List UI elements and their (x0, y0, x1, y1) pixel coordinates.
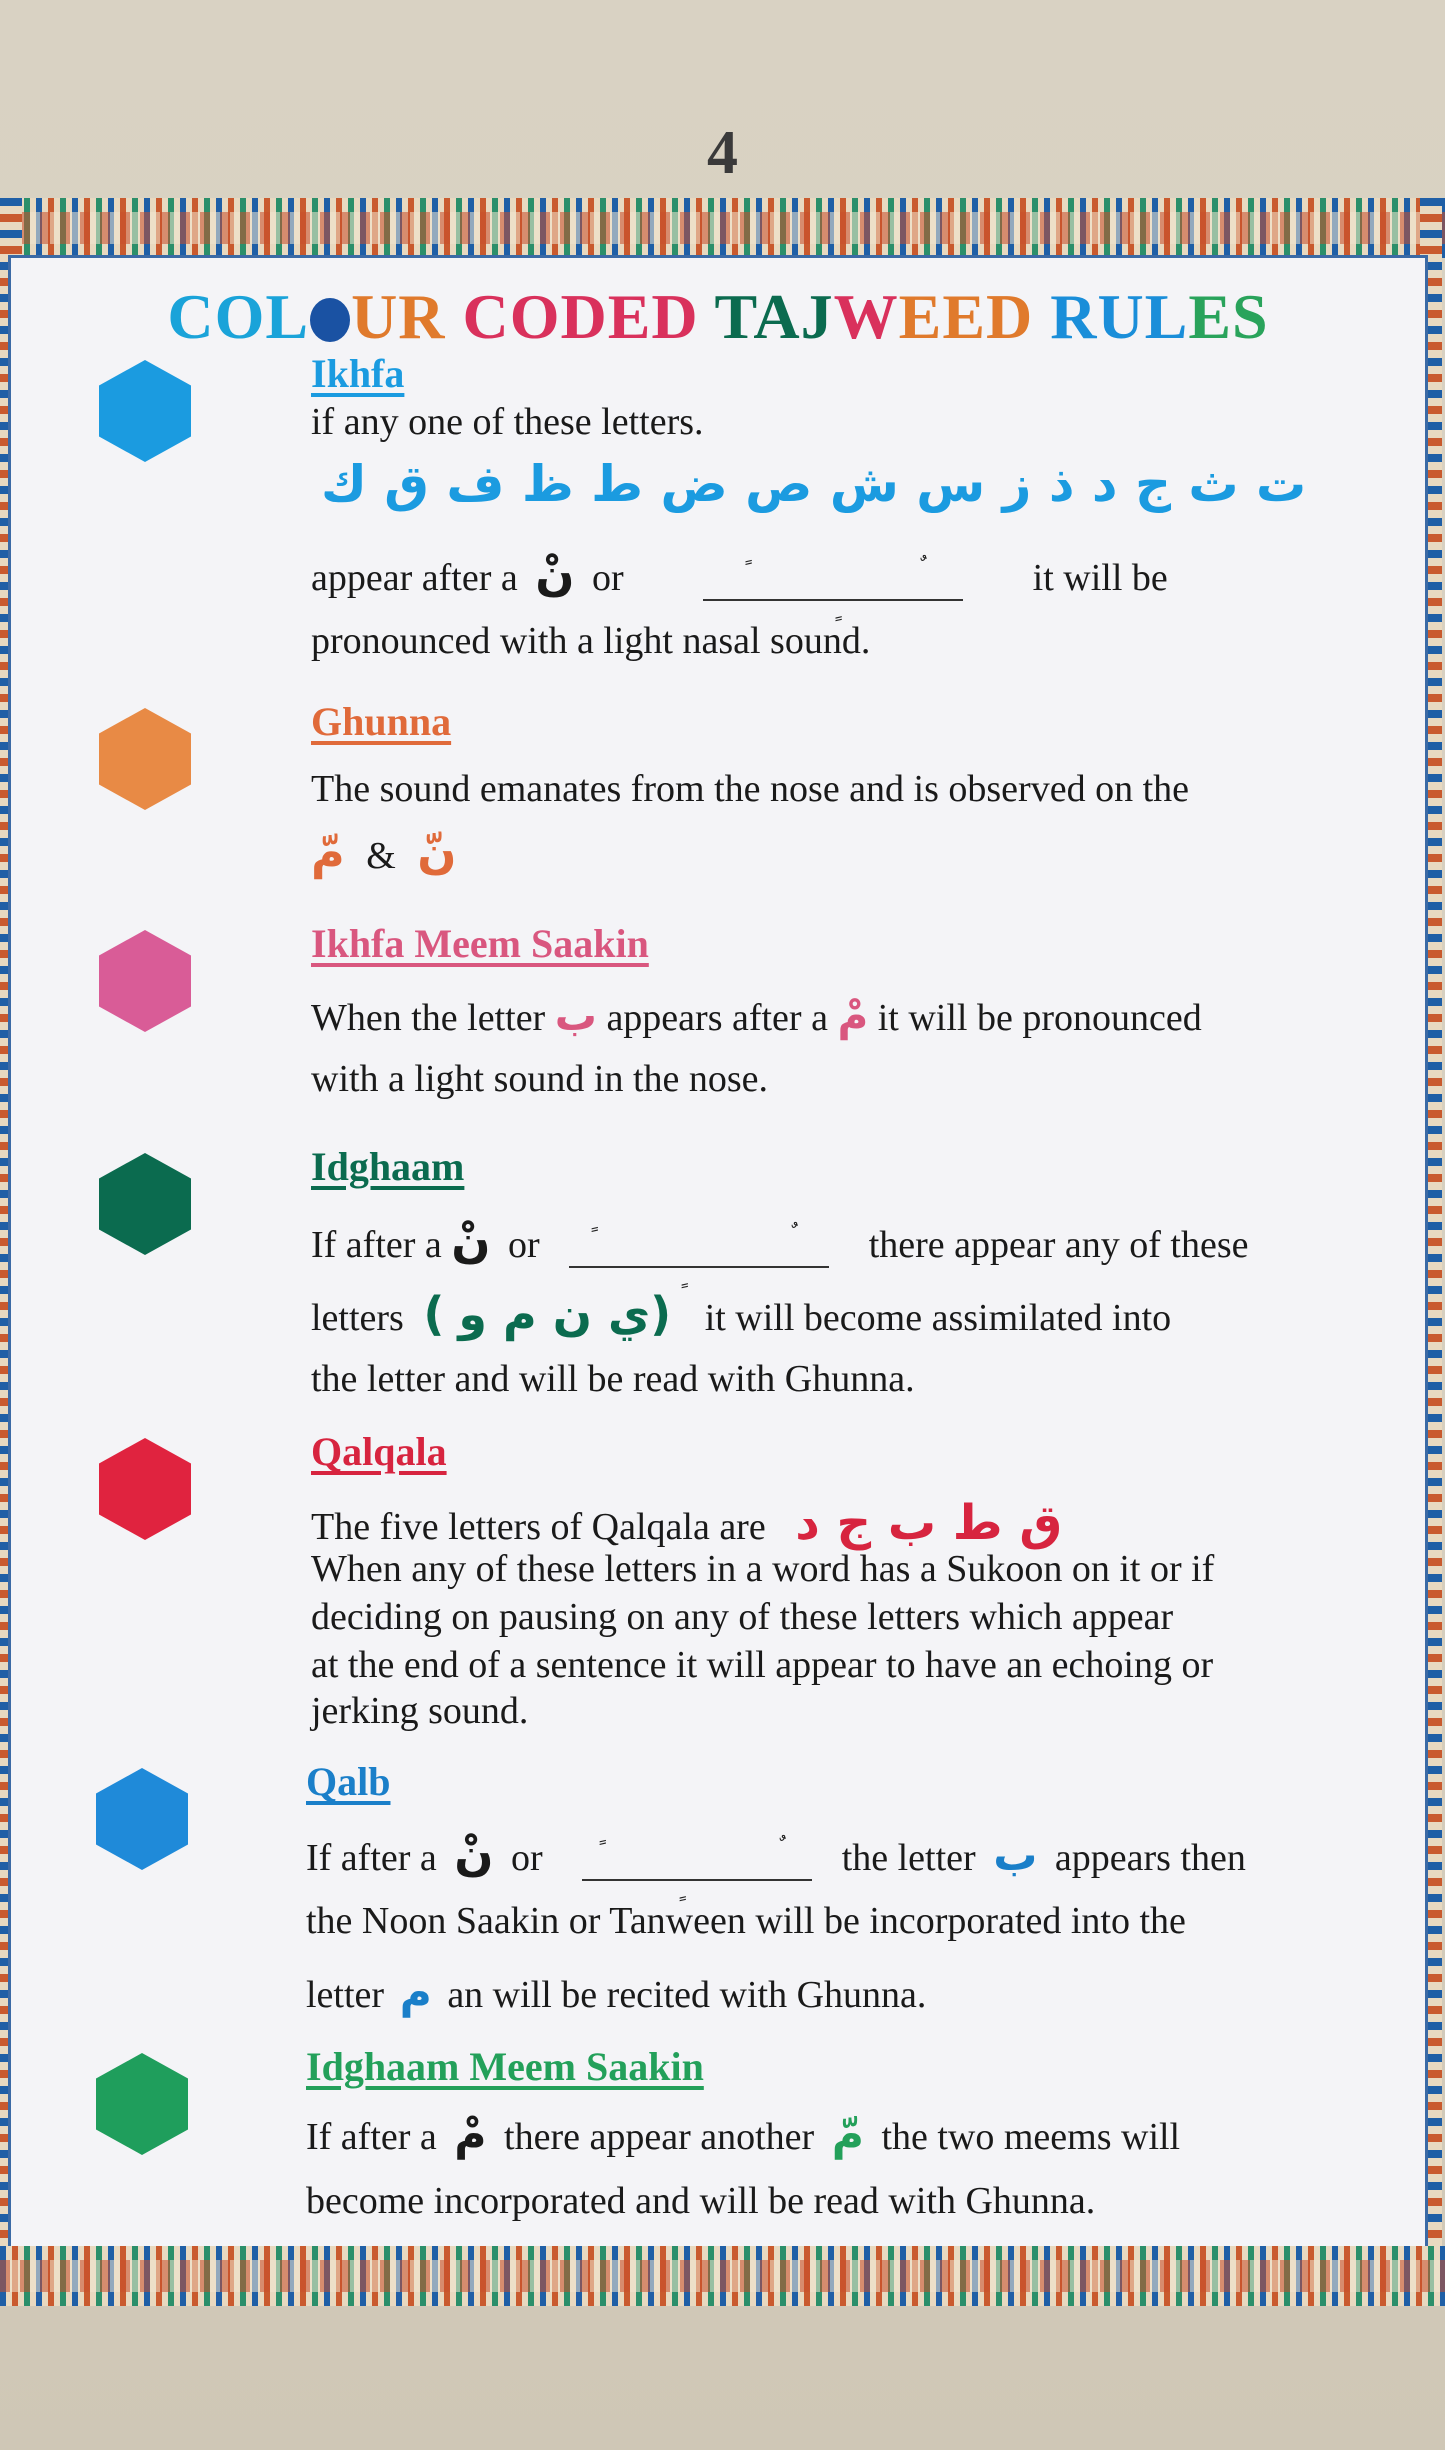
ikhfa-hexagon-icon (99, 360, 191, 462)
qalqala-line-1-text: The five letters of Qalqala are (311, 1506, 766, 1548)
qalb-line-1-c: appears then (1054, 1837, 1246, 1879)
qalqala-line-1 (311, 1496, 1062, 1551)
qalb-line-3 (306, 1968, 926, 2019)
ikhfa-noon: نْ (535, 547, 575, 601)
ikhfa-line-2-end: it will be (1032, 557, 1168, 599)
idghaam-line-2-a: letters (311, 1297, 404, 1339)
ghunna-line-2 (311, 826, 457, 879)
qalb-hexagon-icon (96, 1768, 188, 1870)
idghaam-or: or (508, 1224, 540, 1266)
qalb-noon: نْ (454, 1827, 494, 1881)
idghaam-line-2 (311, 1288, 1171, 1341)
qalqala-line-5: jerking sound. (311, 1690, 529, 1732)
qalb-line-1-a: If after a (306, 1837, 437, 1879)
idghaam-hexagon-icon (99, 1153, 191, 1255)
idghaam-meem-meem-1: مْ (454, 2109, 487, 2160)
ikhfa-meem-line-2: with a light sound in the nose. (311, 1058, 769, 1100)
title-part-7: RUL (1050, 281, 1189, 352)
qalb-or: or (511, 1837, 543, 1879)
title-part-4: TAJ (714, 281, 834, 352)
title-part-2: UR (351, 281, 463, 352)
idghaam-noon: نْ (451, 1214, 491, 1268)
ikhfa-meem-line-1-c: it will be pronounced (877, 997, 1202, 1039)
idghaam-meem-line-1-c: the two meems will (881, 2116, 1181, 2158)
idghaam-line-2-b: it will become assimilated into (704, 1297, 1172, 1339)
page-title (11, 280, 1425, 354)
idghaam-meem-hexagon-icon (96, 2053, 188, 2155)
qalqala-line-4: at the end of a sentence it will appear to have an echoing or (311, 1644, 1214, 1686)
ikhfa-line-3: pronounced with a light nasal sound. (311, 620, 871, 662)
page-number: 4 (707, 119, 738, 187)
qalqala-heading: Qalqala (311, 1429, 447, 1474)
ikhfa-or: or (591, 557, 624, 599)
ikhfa-tanween-line (703, 561, 963, 601)
ghunna-meem: مّ (311, 825, 345, 879)
top-decorative-border (0, 198, 1445, 258)
qalb-line-1 (306, 1828, 1246, 1882)
ghunna-ampersand: & (366, 835, 396, 877)
qalqala-line-3: deciding on pausing on any of these letters which appear (311, 1596, 1174, 1638)
ikhfa-heading: Ikhfa (311, 351, 405, 396)
qalb-line-3-b: an will be recited with Ghunna. (447, 1974, 927, 2016)
qalb-meem: م (399, 1967, 432, 2018)
qalb-heading: Qalb (306, 1759, 391, 1804)
bottom-decorative-border (0, 2246, 1445, 2306)
ikhfa-line-2-start: appear after a (311, 557, 518, 599)
idghaam-line-1 (311, 1215, 1249, 1268)
ikhfa-meem-line-1-b: appears after a (606, 997, 828, 1039)
rules-panel (8, 255, 1428, 2250)
ikhfa-line-1: if any one of these letters. (311, 401, 704, 443)
ikhfa-meem-line-1 (311, 992, 1202, 1041)
ikhfa-line-2 (311, 548, 1168, 601)
ikhfa-meem-line-1-a: When the letter (311, 997, 546, 1039)
ghunna-noon: نّ (417, 825, 457, 879)
qalb-line-1-b: the letter (841, 1837, 976, 1879)
ikhfa-meem-hexagon-icon (99, 930, 191, 1032)
qalqala-hexagon-icon (99, 1438, 191, 1540)
title-part-1: COL (167, 281, 310, 352)
qalqala-letters: ق ط ب ج د (795, 1495, 1063, 1551)
title-part-8: ES (1188, 281, 1269, 352)
ghunna-hexagon-icon (99, 708, 191, 810)
idghaam-meem-heading: Idghaam Meem Saakin (306, 2044, 704, 2089)
idghaam-meem-line-1 (306, 2110, 1180, 2161)
idghaam-line-3: the letter and will be read with Ghunna. (311, 1358, 915, 1400)
title-part-3: CODED (462, 281, 715, 352)
ikhfa-letters: ت ث ج د ذ ز س ش ص ض ط ظ ف ق ك (321, 455, 1307, 513)
qalqala-line-2: When any of these letters in a word has a Sukoon on it or if (311, 1548, 1215, 1590)
title-part-6: EED (898, 281, 1051, 352)
idghaam-tanween-line (569, 1228, 829, 1268)
qalb-baa: ب (993, 1830, 1038, 1881)
title-part-5: W (833, 281, 899, 352)
title-o-dot (310, 298, 350, 342)
ikhfa-meem-meem: مْ (837, 991, 869, 1040)
idghaam-line-1-a: If after a (311, 1224, 442, 1266)
idghaam-meem-line-1-a: If after a (306, 2116, 437, 2158)
ghunna-heading: Ghunna (311, 699, 452, 744)
idghaam-heading: Idghaam (311, 1144, 465, 1189)
idghaam-meem-meem-2: مّ (831, 2109, 864, 2160)
qalb-tanween-line (582, 1841, 812, 1881)
idghaam-letters: (ي ن م و) (423, 1287, 686, 1341)
idghaam-meem-line-1-b: there appear another (504, 2116, 815, 2158)
ghunna-line-1: The sound emanates from the nose and is observed on the (311, 768, 1189, 810)
qalb-line-3-a: letter (306, 1974, 385, 2016)
idghaam-line-1-b: there appear any of these (868, 1224, 1249, 1266)
ikhfa-meem-baa: ب (554, 991, 597, 1040)
qalb-line-2: the Noon Saakin or Tanween will be incorporated into the (306, 1900, 1186, 1942)
ikhfa-meem-heading: Ikhfa Meem Saakin (311, 921, 649, 966)
idghaam-meem-line-2: become incorporated and will be read with Ghunna. (306, 2180, 1096, 2222)
